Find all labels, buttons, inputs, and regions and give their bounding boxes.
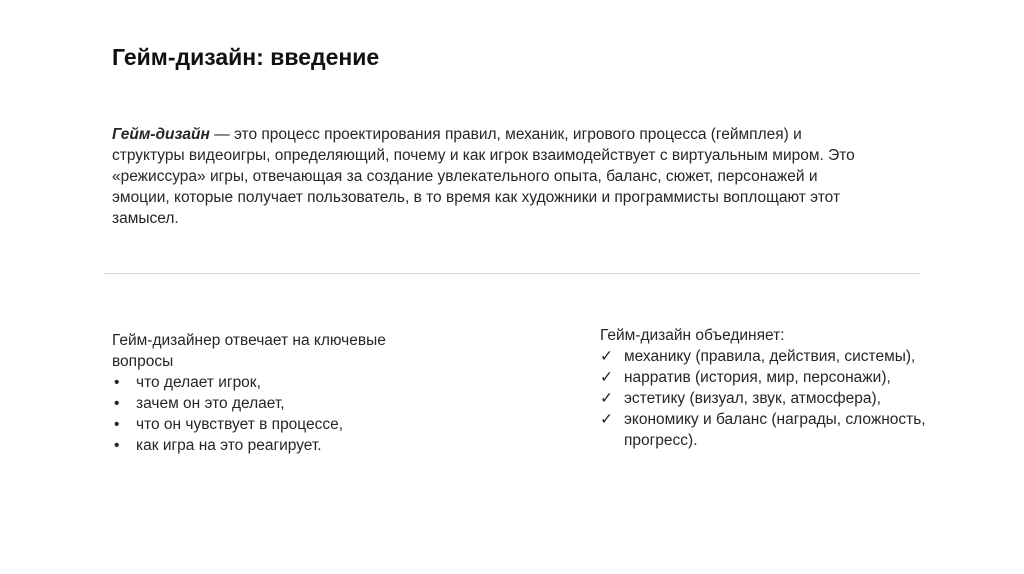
- list-item: [600, 367, 960, 388]
- list-item-text: эстетику (визуал, звук, атмосфера),: [624, 390, 881, 407]
- intro-term: Гейм-дизайн: [112, 126, 210, 143]
- left-column-heading: Гейм-дизайнер отвечает на ключевые вопросы: [112, 332, 386, 370]
- list-item-text: что делает игрок,: [136, 374, 261, 391]
- list-item-text: механику (правила, действия, системы),: [624, 348, 916, 365]
- list-item: [112, 414, 442, 435]
- list-item-text: нарратив (история, мир, персонажи),: [624, 369, 891, 386]
- list-item: [112, 393, 442, 414]
- bullet-icon: •: [114, 395, 120, 412]
- right-column: [600, 325, 960, 451]
- list-item: [600, 409, 960, 451]
- list-item: [600, 346, 960, 367]
- checkmark-icon: ✓: [600, 348, 613, 365]
- checkmark-icon: ✓: [600, 390, 613, 407]
- bullet-icon: •: [114, 374, 120, 391]
- left-column: [112, 330, 442, 456]
- list-item-text: как игра на это реагирует.: [136, 437, 322, 454]
- list-item-text: экономику и баланс (награды, сложность, прогресс).: [624, 411, 926, 449]
- slide-title: Гейм-дизайн: введение: [112, 44, 380, 70]
- list-item: [112, 435, 442, 456]
- bullet-icon: •: [114, 437, 120, 454]
- list-item-text: зачем он это делает,: [136, 395, 285, 412]
- intro-text: — это процесс проектирования правил, механик, игрового процесса (геймплея) и структуры видеоигры, определяющий, почему и как игрок взаимодействует с виртуальным миром. Это «режиссура» игры, отвечающая за создание увлекательного опыта, баланс, сюжет, персонажей и эмоции, которые получает пользователь, в то время как художники и программисты воплощают этот замысел.: [112, 126, 855, 227]
- list-item-text: что он чувствует в процессе,: [136, 416, 344, 433]
- components-list: [600, 346, 960, 451]
- section-divider: [104, 273, 920, 274]
- list-item: [112, 372, 442, 393]
- questions-list: [112, 372, 442, 456]
- checkmark-icon: ✓: [600, 369, 613, 386]
- right-column-heading: Гейм-дизайн объединяет:: [600, 327, 785, 344]
- bullet-icon: •: [114, 416, 120, 433]
- checkmark-icon: ✓: [600, 411, 613, 428]
- list-item: [600, 388, 960, 409]
- intro-paragraph: [112, 124, 872, 229]
